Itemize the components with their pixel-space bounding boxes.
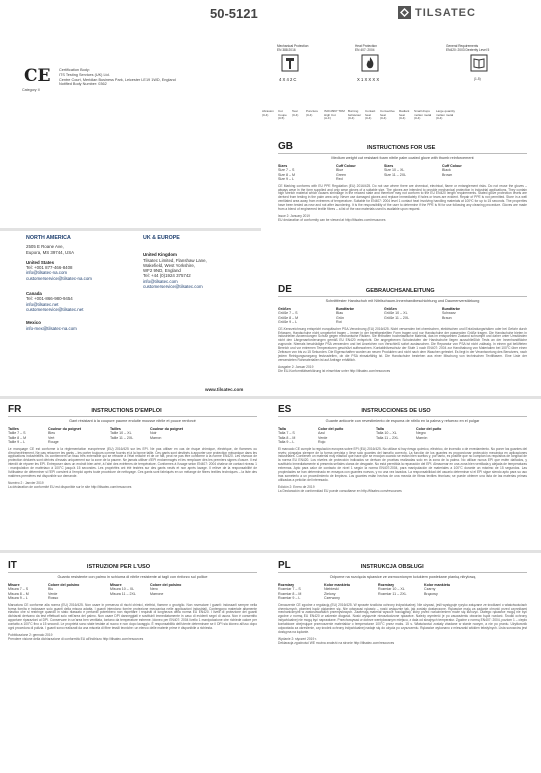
lang-code: GB — [278, 141, 293, 152]
section-gb — [278, 141, 527, 223]
issue-line: Edición 2: Enero de 2019 — [278, 484, 315, 489]
declaration-line: Die EU-Konformitätserklärung ist einsehbar unter http://tilsatec.com/resources — [278, 368, 391, 373]
cert-line: Notified Body Number: 0362 — [59, 82, 107, 87]
mech-legend — [262, 110, 348, 121]
legend-col: Abrasion (0-4) — [262, 109, 274, 117]
legend-col: Contact heat (0-4) — [365, 109, 376, 121]
canada-email-link[interactable]: info@tilsatec.net — [26, 301, 59, 307]
section-header — [278, 284, 527, 297]
heat-standard: EN 407: 2004 — [355, 48, 375, 52]
declaration-line: La Declaración de conformidad EU puede consultarse en http://tilsatec.com/resources — [278, 488, 402, 493]
issue-line: Issue 2: January 2019 — [278, 213, 310, 218]
mexico-email-link[interactable]: info-mex@tilsatec-na.com — [26, 325, 77, 331]
cert-line: Centre Court, Meridian Business Park, Leicester LE19 1WD, England — [59, 77, 176, 82]
size-table: Tailles Couleur du poignet Tailles Couleur du poignet Taille 7 – S Bleu Taille 10 – XL Noir Taille 8 – M Vert Taille 11 – 2XL Marron Taille 9 – L Rouge — [8, 427, 183, 445]
section-body: El marcado CE cumple la regulación europea sobre EPI (EU) 2016/425. No utilizar si hay riesgo químico, eléctrico, de incendio o de enredamiento. No poner los guantes del revés; póngalos siempre de la forma prevista y lleve solo guantes del tamaño correcto. La función de los guantes es proporcionar protección mecánica en aplicaciones industriales. Contienen un material muy elástico que hace que se encojan cuando se están bien sueltos y, por tanto, es posible que no cumplan los requisitos de longitud de la norma EU EN420. Los niveles de protección indicados se derivan de pruebas realizadas solo en la zona de la palma. No utilizar nunca EPI que estén dañados, y sustituirlo inmediatamente si presenta señales claras de desgaste. No está permitida la reparación del EPI. Almacenar en una zona bien ventilada y alejada de temperaturas extremas. Apto para calor de contacto de nivel 1 según la norma EN407:2004, para manipulación de materiales a 100°C durante un máximo de 15 segundos. Las propiedades se han determinado en ensayos con guantes nuevos, y no una vez lavados. La responsabilidad del usuario determinar si el EPI sigue siendo apto para su uso tras someterlo a un procedimiento de limpieza. Los guantes están hechos de una mezcla de fibras textiles técnicas; se puede obtener una lista de las materias primas utilizadas a petición del interesado. — [278, 446, 527, 482]
size-table: Misure Colore del polsino Misure Colore del polsino Misura 7 – S Blu Misura 10 – XL Nero Misura 8 – M Verde Misura 11 – 2XL Marrone Misura 9 – L Rosso — [8, 583, 182, 601]
cert-line: Certification Body: — [59, 68, 90, 72]
na-address-line: 2505 E Roane Ave, — [26, 244, 64, 250]
general-standard: EN420: 2003 Dexterity Level 5 — [446, 48, 490, 52]
legend-col: Large quantity molten metal (0-4) — [436, 109, 456, 121]
mexico-title: Mexico — [26, 320, 41, 326]
heat-legend — [348, 110, 458, 121]
divider-band — [0, 550, 541, 553]
general-pictogram — [446, 44, 526, 81]
issue-line: Ausgabe 2: Januar 2019 — [278, 364, 314, 369]
us-phone: Tel: +001 877-466-8408 — [26, 265, 73, 271]
legend-col: Radiant heat (0-4) — [399, 109, 410, 121]
section-title: ISTRUZIONI PER L'USO — [86, 564, 151, 570]
section-title: INSTRUKCJA OBSŁUGI — [360, 564, 424, 570]
mech-standard: EN 388:2016 — [277, 48, 296, 52]
heat-code: X 1 X X X X — [357, 77, 380, 82]
lang-code: PL — [278, 560, 291, 571]
ce-category: Category II — [22, 88, 40, 92]
section-es — [278, 404, 527, 494]
hammer-glove-icon — [281, 54, 299, 72]
website-link[interactable]: www.tilsatec.com — [205, 387, 244, 392]
section-subtitle: Guanto resistente con palmo in schiuma di nitrile resistente ai tagli con rinforzo sul pollice — [57, 575, 208, 579]
section-title: GEBRAUCHSANLEITUNG — [365, 288, 435, 294]
section-de — [278, 284, 527, 374]
na-heading: NORTH AMERICA — [26, 235, 71, 241]
declaration-line: Prendere visione della dichiarazione di conformità EU all'indirizzo http://tilsatec.com/resources — [8, 636, 144, 641]
section-pl — [278, 560, 527, 646]
lang-code: ES — [278, 404, 292, 415]
brand-mark-icon — [398, 6, 411, 19]
declaration-line: La déclaration de conformité EU est disponible sur le site http://tilsatec.com/resources — [8, 484, 132, 489]
section-header — [278, 141, 527, 154]
mech-title: Mechanical Protection — [277, 44, 309, 48]
legend-col: Convective heat (0-4) — [380, 109, 395, 121]
lang-code: FR — [8, 404, 22, 415]
issue-line: Numéro 2 : Janvier 2019 — [8, 480, 44, 485]
divider-band — [0, 396, 541, 399]
section-body: CE Marking conforms with EU PPE Regulation (EU) 2016/425. Do not use where there are chemical, electrical, flame or entanglement risks. Do not reuse the gloves – always wear in the form supplied and only wear gloves of a suitable size. The gloves are intended to provide mechanical protection in industrial applications. They contain high stretch material which causes shrinkage in the relaxed state and therefore may not conform to the EU EN420 length requirements. Stated glove protection levels are derived from testing in the palm area only. Never use damaged gloves and replace immediately if holes or tears are evident. Repair of PPE is not permitted. Store in a well ventilated area away from extremes of temperature. Suitable for EN407: 2004 level 1 contact heat involving handling materials at 100ºC for up to 15 seconds. The properties have been tested as new and not after laundering. It is the responsibility of the user to determine if the PPE is fit for use following any cleaning procedure. Gloves are made from a blend of engineered textile fibres – a list of the raw materials used is available upon request. — [278, 183, 527, 212]
heat-title: Heat Protection — [355, 44, 377, 48]
issue-line: Pubblicazione 2: gennaio 2019 — [8, 632, 53, 637]
section-subtitle: Guante anticorte con revestimiento de espuma de nitrilo en la palma y refuerzo en el pulgar — [325, 419, 480, 423]
uk-address-line: Tilsatec Limited, Flanshaw Lane, — [143, 257, 207, 263]
section-subtitle: Schnittfester Handschuh mit Nitrilschaum-Innenhandbeschichtung und Daumenverstärkung — [325, 299, 480, 303]
product-code: 50-5121 — [210, 6, 258, 21]
general-title: General Requirements — [446, 44, 479, 48]
section-header — [8, 404, 257, 417]
section-body: Oznaczenie CE zgodne z regulacją (EU) 2016/425. W sprawie środków ochrony indywidualnej. Nie używać, jeśli występuje ryzyko związane ze środkami o właściwościach chemicznych, płomieni bądź plątaniem się. Nie odwracać rękawic – nosić wyłącznie tak, jak zostały dostarczone. Rękawice mają za zadanie chronić przed czynnikami mechanicznymi w zastosowaniach przemysłowych. Zawierają materiał wysoce rozciągliwy, który przed rozluźnieniem może się kurczyć. Dlatego rękawice mogą nie być zgodne z normą EU EN420 w zakresie długości. Nosić wyłącznie nieuszkodzone rękawice. Należy wymienić je po zauważeniu otworów bądź rozdarć. Środki ochrony indywidualnej nie mogą być naprawiane. Przechowywać w dobrze wentylowanym miejscu, z dala od skrajnych temperatur. Zgodne z normą EN407: 2004, poziom 1 – ciepło kontaktowe obejmujące przenoszenie materiałów o temperaturze 100°C przez maks. 15 s. Właściwości zostały zbadane w stanie nowym, a nie po praniu. Użytkownik odpowiada za określenie, czy środek ochrony indywidualnej nadaje się do użycia po czyszczeniu. Rękawice wykonano z mieszanki włókien tekstylnych. Lista surowców jest dostępna na żądanie. — [278, 602, 527, 634]
flame-icon — [361, 54, 379, 72]
section-body: CE-Kennzeichnung entspricht europäischer PSA-Verordnung (EU) 2016/425. Nicht verwenden bei chemischen, elektrischen und Entzündungsrisiken oder bei Gefahr durch Erfassen. Handschuhe nicht umgekehrt tragen – immer in der bereitgestellten Form tragen und nur Handschuhe der passenden Größe tragen. Die Handschuhe bieten in industriellen Anwendungen Schutz gegen mechanische Risiken. Sie enthalten hochelastische Material, das im entspannten Zustand schrumpft und daher unter Umständen nicht den Längenanforderungen gemäß EU EN420 entspricht. Die angegebenen Schutzstufen der Handschuhe liegen ausschließlich Tests an der Innenhandfläche zugrunde. Niemals beschädigte PSA verwenden und bei Anzeichen von Verschleiß sofort austauschen. Die Reparatur von PSA ist nicht zulässig. In einem gut belüfteten Bereich und vor extremen Temperaturen geschützt aufbewahren. Kontakthitzeschutz der Stufe 1 nach EN407: 2004 zur Handhabung von Materialien bei 100°C über einen Zeitraum von bis zu 15 Sekunden. Die Eigenschaften wurden an neuen Produkten und nicht nach dem Waschen getestet. Es liegt in der Verantwortung des Benutzers, nach jedem Reinigungsvorgang festzustellen, ob die PSA einsatzfähig ist. Die Handschuhe bestehen aus einer Mischung von technischen Textilfasern. Eine Liste der verwendeten Rohmaterialien ist auf Anfrage erhältlich. — [278, 326, 527, 362]
legend-col: Puncture (0-4) — [306, 109, 319, 117]
legend-col: ISO13997 TDM High Cut (A-F) — [324, 109, 345, 121]
section-subtitle: Odporne na rozcięcia rękawice ze wzmocnionym kciukiem powlekane pianką nitrylową — [329, 575, 476, 579]
address-uk-europe — [143, 236, 258, 289]
us-title: United States — [26, 259, 55, 265]
uk-phone: Tel: +44 (0)1924 375742 — [143, 273, 191, 279]
section-it — [8, 560, 257, 642]
section-header — [8, 560, 257, 573]
us-email-link[interactable]: info@tilsatec-na.com — [26, 270, 68, 276]
size-table: Größen Bundfarbe Größen Bundfarbe Größe 7 – S Blau Größe 10 – XL Schwarz Größe 8 – M Grün Größe 11 – 2XL Braun Größe 9 – L Rot — [278, 307, 460, 325]
legend-col: Tear (0-4) — [292, 109, 299, 117]
heat-pictogram — [355, 44, 427, 82]
general-sub: (1-5) — [474, 77, 481, 81]
section-body: Le marquage CE est conforme à la réglementation européenne (EU) 2016/425 sur les EPI. Ne pas utiliser en cas de risque chimique, électrique, de flammes ou d'enchevêtrement. Ne pas retourner les gants – les porter toujours comme fournis et à la bonne taille. Ces gants sont destinés à apporter une protection mécanique dans les applications industrielles. Ils contiennent un tissu très extensible qui se rétracte à l'état relâché et de ce fait, peut ne pas être conforme à la norme EN420. Les niveaux de protection déclarés sont dérivés d'essais uniquement sur la zone de la paume. Ne jamais utiliser d'EPI endommagés et les remplacer dès les premiers signes d'usure. Il est interdit de réparer les EPI. Entreposer dans un endroit bien aéré, à l'abri des extrêmes de température. Conformes à l'usage selon EN407: 2004 chaleur de contact niveau 1 : manipulation de matériaux à 100°C jusqu'à 15 secondes. Les propriétés ont été testées sur des gants neufs et non après lavage. Il relève de la responsabilité de l'utilisateur de déterminer si l'EPI convient à l'emploi après toute procédure de nettoyage. Ces gants sont fabriqués en un mélange de fibres textiles techniques – la liste des matières premières est disponible sur demande. — [8, 446, 257, 478]
section-subtitle: Medium weight cut resistant foam nitrile palm coated glove with thumb reinforcement — [331, 156, 474, 160]
section-header — [278, 560, 527, 573]
declaration-line: Deklaracja zgodności WE można znaleźć na stronie http://tilsatec.com/resources — [278, 640, 395, 645]
issue-line: Wydanie 2: styczeń 2019 r. — [278, 636, 317, 641]
certification-block — [59, 68, 176, 87]
mech-code: 4 X 4 2 C — [279, 77, 297, 82]
ce-mark-icon: CE — [24, 66, 51, 86]
uk-heading: UK & EUROPE — [143, 235, 180, 241]
na-address-line: Eupora, MS 39744, USA — [26, 249, 75, 255]
section-fr — [8, 404, 257, 490]
section-header — [278, 404, 527, 417]
canada-service-email-link[interactable]: customerservice@tilsatec.net — [26, 306, 84, 312]
section-body: Marcatura CE conforme alla norma (EU) 2016/425. Non usare in presenza di rischi chimici, elettrici, fiamme o groviglio. Non rovesciare i guanti: indossarli sempre nella forma fornita e indossare solo guanti della misura adatta. I guanti intendono fornire protezione meccanica nelle applicazioni industriali. Contengono materiale altamente elastico che si restringe quando in stato rilassato e pertanto potrebbero non rispettare i requisiti di lunghezza della norma EU EN420. I livelli di protezione dei guanti dichiarati derivano da test effettuati solo nell'area del palmo. Non usare DPI danneggiati e sostituirli immediatamente in caso di evidenti segni di usura. Non è consentito apportare riparazioni ai DPI. Conservare in un'area ben ventilata, lontano da temperature estreme. Idoneo per EN407: 2004 livello 1 manipolazione che richiede calore per contatto a 100°C fino a 15 secondi. Le proprietà sono state testate al nuovo e non dopo lavaggio. È responsabilità dell'utente determinare se il DPI sia idoneo all'uso dopo ogni procedura di pulizia. I guanti sono realizzati da una miscela di fibre tessili tecniche: un elenco delle materie prime è disponibile a richiesta. — [8, 602, 257, 631]
uk-email-link[interactable]: info@tilsatec.com — [143, 278, 178, 284]
section-title: INSTRUCTIONS FOR USE — [367, 145, 436, 151]
lang-code: IT — [8, 560, 17, 571]
info-book-icon — [470, 54, 488, 72]
lang-code: DE — [278, 284, 292, 295]
divider-band — [0, 228, 261, 231]
legend-col: Cut Coupe (0-5) — [278, 109, 287, 121]
size-table: Sizes Cuff Colour Sizes Cuff Colour Size 7 – S Blue Size 10 – XL Black Size 8 – M Green Size 11 – 2XL Brown Size 9 – L Red — [278, 164, 462, 182]
section-title: INSTRUCCIONES DE USO — [361, 408, 431, 414]
uk-address-line: Wakefield, West Yorkshire, — [143, 262, 195, 268]
brand-name: TILSATEC — [415, 6, 476, 19]
us-service-email-link[interactable]: customerservice@tilsatec-na.com — [26, 275, 92, 281]
size-table: Rozmiary Kolor mankietu Rozmiary Kolor mankietu Rozmiar 7 – S Niebieski Rozmiar 10 – XL Czarny Rozmiar 8 – M Zielony Rozmiar 11 – 2XL Brązowy Rozmiar 9 – L Czerwony — [278, 583, 451, 601]
uk-title: United Kingdom — [143, 252, 177, 258]
cert-line: ITS Testing Services (UK) Ltd. — [59, 72, 110, 77]
uk-address-line: WF2 9ND, England — [143, 268, 181, 274]
brand-logo — [398, 6, 476, 19]
canada-title: Canada — [26, 291, 42, 297]
canada-phone: Tel: +001-866-980-9454 — [26, 296, 73, 302]
uk-service-email-link[interactable]: customerservice@tilsatec.com — [143, 284, 203, 290]
legend-col: Burning behaviour (0-4) — [348, 109, 362, 121]
address-north-america — [26, 236, 138, 331]
section-subtitle: Gant résistant à la coupure paume enduite mousse nitrile et pouce renforcé — [69, 419, 196, 423]
legend-col: Small drops molten metal (0-4) — [414, 109, 432, 121]
size-table: Talla Color del puño Talla Color del puño Talla 7 – S Azul Talla 10 – XL Negro Talla 8 – M Verde Talla 11 – 2XL Marrón Talla 9 – L Rojo — [278, 427, 442, 445]
section-title: INSTRUCTIONS D'EMPLOI — [91, 408, 162, 414]
declaration-line: EU declaration of conformity can be viewed at http://tilsatec.com/resources — [278, 217, 386, 222]
